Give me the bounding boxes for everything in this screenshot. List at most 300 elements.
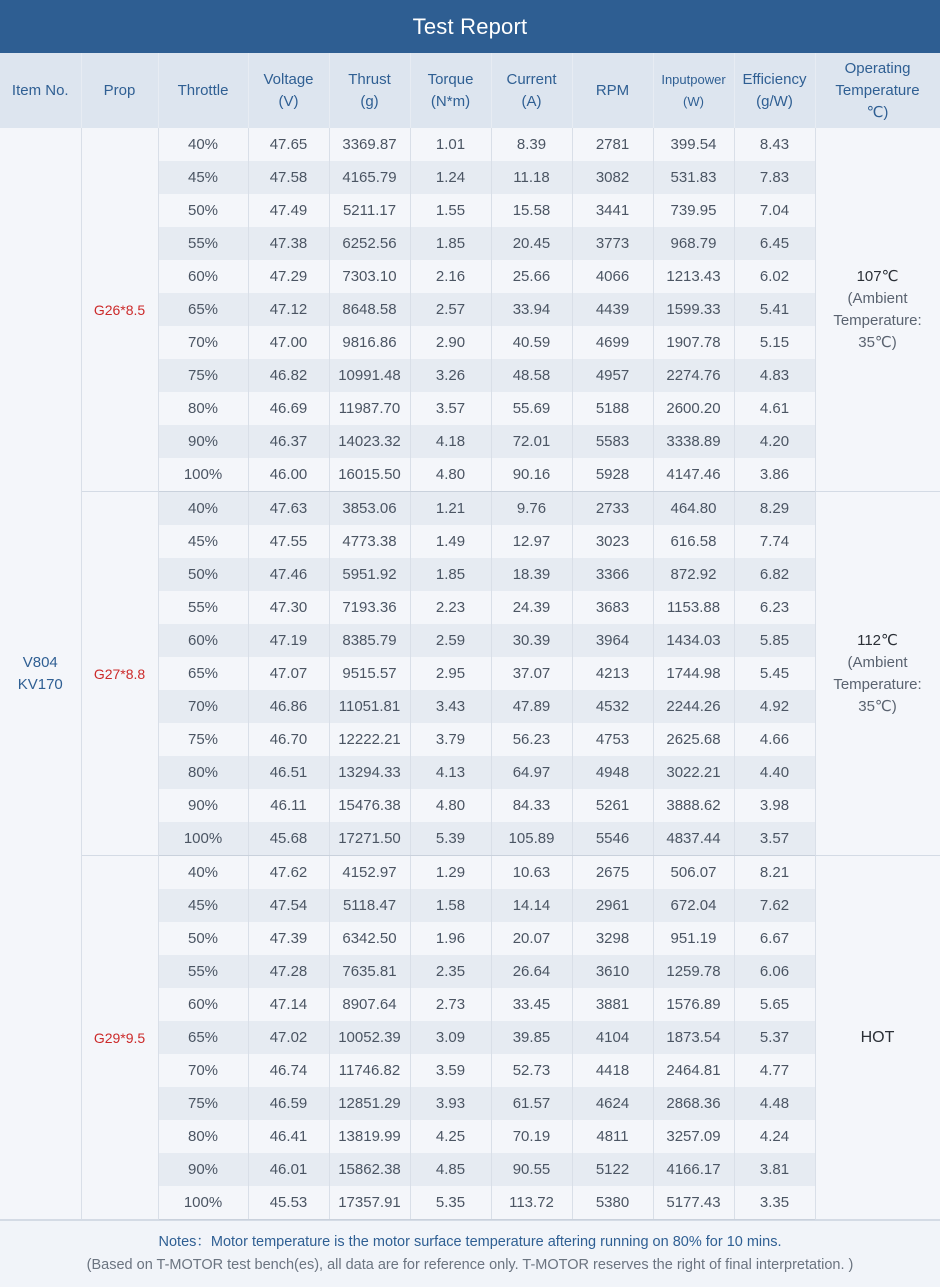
header-rpm [572,53,653,128]
throttle-cell: 45% [158,161,248,194]
current-cell: 72.01 [491,425,572,458]
voltage-cell: 46.74 [248,1054,329,1087]
voltage-cell: 47.00 [248,326,329,359]
header-rpm-line1: RPM [595,81,630,99]
thrust-cell: 8385.79 [329,624,410,657]
torque-cell: 1.96 [410,922,491,955]
voltage-cell: 47.58 [248,161,329,194]
inputpower-cell: 672.04 [653,889,734,922]
thrust-cell: 9816.86 [329,326,410,359]
notes-line-2: (Based on T-MOTOR test bench(es), all data are for reference only. T-MOTOR reserves the right of final interpretation. ) [86,1257,854,1273]
throttle-cell: 90% [158,1153,248,1186]
throttle-cell: 55% [158,227,248,260]
header-row [0,53,940,128]
throttle-cell: 80% [158,392,248,425]
torque-cell: 3.59 [410,1054,491,1087]
efficiency-cell: 5.37 [734,1021,815,1054]
header-item [0,53,81,128]
voltage-cell: 47.29 [248,260,329,293]
thrust-cell: 4165.79 [329,161,410,194]
efficiency-cell: 3.81 [734,1153,815,1186]
efficiency-cell: 4.20 [734,425,815,458]
operating-temperature-cell [815,128,940,492]
voltage-cell: 47.28 [248,955,329,988]
rpm-cell: 3298 [572,922,653,955]
table-body [0,128,940,1220]
current-cell: 10.63 [491,856,572,890]
thrust-cell: 3369.87 [329,128,410,161]
throttle-cell: 75% [158,723,248,756]
rpm-cell: 4699 [572,326,653,359]
torque-cell: 2.16 [410,260,491,293]
current-cell: 15.58 [491,194,572,227]
torque-cell: 3.57 [410,392,491,425]
header-voltage [248,53,329,128]
header-thrust-line1: Thrust [348,70,391,88]
header-prop-line1: Prop [103,81,136,99]
inputpower-cell: 1153.88 [653,591,734,624]
rpm-cell: 4811 [572,1120,653,1153]
torque-cell: 5.39 [410,822,491,856]
throttle-cell: 50% [158,558,248,591]
current-cell: 90.16 [491,458,572,492]
ambient-temperature-ambient2: Temperature: [833,675,922,693]
current-cell: 37.07 [491,657,572,690]
voltage-cell: 46.41 [248,1120,329,1153]
rpm-cell: 4418 [572,1054,653,1087]
efficiency-cell: 3.57 [734,822,815,856]
rpm-cell: 4439 [572,293,653,326]
header-efficiency [734,53,815,128]
header-inputpower-line2: (W) [683,93,704,109]
rpm-cell: 3441 [572,194,653,227]
voltage-cell: 47.38 [248,227,329,260]
inputpower-cell: 951.19 [653,922,734,955]
torque-cell: 1.01 [410,128,491,161]
inputpower-cell: 4147.46 [653,458,734,492]
rpm-cell: 4532 [572,690,653,723]
inputpower-cell: 5177.43 [653,1186,734,1220]
throttle-cell: 65% [158,1021,248,1054]
inputpower-cell: 2625.68 [653,723,734,756]
header-voltage-line2: (V) [278,92,299,110]
rpm-cell: 3610 [572,955,653,988]
header-torque-line1: Torque [427,70,474,88]
voltage-cell: 47.30 [248,591,329,624]
voltage-cell: 46.82 [248,359,329,392]
torque-cell: 2.90 [410,326,491,359]
torque-cell: 3.26 [410,359,491,392]
inputpower-cell: 1744.98 [653,657,734,690]
header-efficiency-line2: (g/W) [756,92,793,110]
throttle-cell: 90% [158,425,248,458]
header-temp-line1: Operating [844,59,911,77]
header-current-line1: Current [506,70,557,88]
rpm-cell: 5546 [572,822,653,856]
torque-cell: 3.09 [410,1021,491,1054]
current-cell: 55.69 [491,392,572,425]
inputpower-cell: 2274.76 [653,359,734,392]
efficiency-cell: 5.45 [734,657,815,690]
current-cell: 40.59 [491,326,572,359]
current-cell: 105.89 [491,822,572,856]
item-number-line2: KV170 [17,675,63,693]
torque-cell: 4.25 [410,1120,491,1153]
efficiency-cell: 4.92 [734,690,815,723]
temperature-value: HOT [860,1028,895,1046]
header-current [491,53,572,128]
rpm-cell: 4624 [572,1087,653,1120]
thrust-cell: 13294.33 [329,756,410,789]
thrust-cell: 5211.17 [329,194,410,227]
rpm-cell: 3023 [572,525,653,558]
header-throttle [158,53,248,128]
inputpower-cell: 464.80 [653,492,734,526]
thrust-cell: 7303.10 [329,260,410,293]
prop-cell: G29*9.5 [81,856,158,1220]
efficiency-cell: 8.21 [734,856,815,890]
throttle-cell: 45% [158,525,248,558]
operating-temperature-cell [815,492,940,856]
thrust-cell: 6342.50 [329,922,410,955]
header-prop [81,53,158,128]
throttle-cell: 80% [158,756,248,789]
rpm-cell: 4753 [572,723,653,756]
header-temp-line2: Temperature [835,81,920,99]
table-row [0,492,940,526]
voltage-cell: 47.07 [248,657,329,690]
throttle-cell: 75% [158,1087,248,1120]
torque-cell: 1.58 [410,889,491,922]
current-cell: 61.57 [491,1087,572,1120]
voltage-cell: 47.12 [248,293,329,326]
inputpower-cell: 2868.36 [653,1087,734,1120]
table-row [0,856,940,890]
efficiency-cell: 7.62 [734,889,815,922]
voltage-cell: 47.62 [248,856,329,890]
rpm-cell: 5122 [572,1153,653,1186]
inputpower-cell: 616.58 [653,525,734,558]
efficiency-cell: 4.83 [734,359,815,392]
thrust-cell: 16015.50 [329,458,410,492]
voltage-cell: 46.69 [248,392,329,425]
thrust-cell: 13819.99 [329,1120,410,1153]
torque-cell: 1.29 [410,856,491,890]
torque-cell: 5.35 [410,1186,491,1220]
torque-cell: 4.18 [410,425,491,458]
thrust-cell: 15476.38 [329,789,410,822]
current-cell: 39.85 [491,1021,572,1054]
efficiency-cell: 8.43 [734,128,815,161]
efficiency-cell: 4.61 [734,392,815,425]
inputpower-cell: 2464.81 [653,1054,734,1087]
voltage-cell: 47.55 [248,525,329,558]
voltage-cell: 46.70 [248,723,329,756]
voltage-cell: 46.59 [248,1087,329,1120]
torque-cell: 2.73 [410,988,491,1021]
efficiency-cell: 3.35 [734,1186,815,1220]
current-cell: 11.18 [491,161,572,194]
inputpower-cell: 1434.03 [653,624,734,657]
torque-cell: 1.49 [410,525,491,558]
current-cell: 47.89 [491,690,572,723]
ambient-temperature-ambient1: (Ambient [847,653,908,671]
rpm-cell: 3683 [572,591,653,624]
current-cell: 12.97 [491,525,572,558]
header-thrust [329,53,410,128]
voltage-cell: 47.39 [248,922,329,955]
voltage-cell: 45.68 [248,822,329,856]
efficiency-cell: 5.15 [734,326,815,359]
efficiency-cell: 5.85 [734,624,815,657]
rpm-cell: 5261 [572,789,653,822]
efficiency-cell: 7.74 [734,525,815,558]
efficiency-cell: 4.77 [734,1054,815,1087]
efficiency-cell: 6.45 [734,227,815,260]
prop-cell: G26*8.5 [81,128,158,492]
efficiency-cell: 7.83 [734,161,815,194]
torque-cell: 3.79 [410,723,491,756]
inputpower-cell: 1873.54 [653,1021,734,1054]
inputpower-cell: 3888.62 [653,789,734,822]
current-cell: 64.97 [491,756,572,789]
thrust-cell: 7193.36 [329,591,410,624]
current-cell: 18.39 [491,558,572,591]
torque-cell: 4.13 [410,756,491,789]
voltage-cell: 47.19 [248,624,329,657]
rpm-cell: 2675 [572,856,653,890]
thrust-cell: 3853.06 [329,492,410,526]
inputpower-cell: 1907.78 [653,326,734,359]
rpm-cell: 3366 [572,558,653,591]
inputpower-cell: 1259.78 [653,955,734,988]
throttle-cell: 65% [158,657,248,690]
current-cell: 26.64 [491,955,572,988]
current-cell: 56.23 [491,723,572,756]
efficiency-cell: 4.48 [734,1087,815,1120]
thrust-cell: 10052.39 [329,1021,410,1054]
thrust-cell: 14023.32 [329,425,410,458]
voltage-cell: 46.11 [248,789,329,822]
throttle-cell: 50% [158,922,248,955]
header-torque [410,53,491,128]
rpm-cell: 2781 [572,128,653,161]
torque-cell: 4.80 [410,458,491,492]
throttle-cell: 90% [158,789,248,822]
thrust-cell: 5118.47 [329,889,410,922]
torque-cell: 1.24 [410,161,491,194]
throttle-cell: 50% [158,194,248,227]
inputpower-cell: 2600.20 [653,392,734,425]
header-thrust-line2: (g) [360,92,379,110]
voltage-cell: 47.54 [248,889,329,922]
torque-cell: 4.80 [410,789,491,822]
throttle-cell: 65% [158,293,248,326]
current-cell: 25.66 [491,260,572,293]
current-cell: 20.07 [491,922,572,955]
thrust-cell: 15862.38 [329,1153,410,1186]
voltage-cell: 46.86 [248,690,329,723]
thrust-cell: 8907.64 [329,988,410,1021]
voltage-cell: 46.01 [248,1153,329,1186]
throttle-cell: 55% [158,955,248,988]
throttle-cell: 60% [158,988,248,1021]
header-torque-line2: (N*m) [430,92,471,110]
rpm-cell: 4948 [572,756,653,789]
table-header [0,53,940,128]
thrust-cell: 12222.21 [329,723,410,756]
efficiency-cell: 5.65 [734,988,815,1021]
thrust-cell: 4773.38 [329,525,410,558]
notes-line-1: Notes：Motor temperature is the motor surface temperature aftering running on 80% for 10 mins. [158,1234,782,1250]
header-current-line2: (A) [521,92,542,110]
rpm-cell: 5380 [572,1186,653,1220]
inputpower-cell: 3338.89 [653,425,734,458]
torque-cell: 1.55 [410,194,491,227]
inputpower-cell: 739.95 [653,194,734,227]
efficiency-cell: 4.24 [734,1120,815,1153]
inputpower-cell: 531.83 [653,161,734,194]
thrust-cell: 6252.56 [329,227,410,260]
ambient-temperature-ambient3: 35℃) [858,697,897,715]
throttle-cell: 70% [158,326,248,359]
efficiency-cell: 7.04 [734,194,815,227]
thrust-cell: 17271.50 [329,822,410,856]
voltage-cell: 47.49 [248,194,329,227]
torque-cell: 2.95 [410,657,491,690]
current-cell: 30.39 [491,624,572,657]
current-cell: 33.45 [491,988,572,1021]
inputpower-cell: 4166.17 [653,1153,734,1186]
inputpower-cell: 872.92 [653,558,734,591]
rpm-cell: 2733 [572,492,653,526]
torque-cell: 1.21 [410,492,491,526]
torque-cell: 4.85 [410,1153,491,1186]
thrust-cell: 9515.57 [329,657,410,690]
efficiency-cell: 3.86 [734,458,815,492]
rpm-cell: 5583 [572,425,653,458]
torque-cell: 2.35 [410,955,491,988]
torque-cell: 2.57 [410,293,491,326]
item-number-cell [0,128,81,1220]
voltage-cell: 46.37 [248,425,329,458]
header-temp [815,53,940,128]
voltage-cell: 47.65 [248,128,329,161]
current-cell: 8.39 [491,128,572,161]
thrust-cell: 11746.82 [329,1054,410,1087]
operating-temperature-cell [815,856,940,1220]
rpm-cell: 3964 [572,624,653,657]
inputpower-cell: 3257.09 [653,1120,734,1153]
throttle-cell: 55% [158,591,248,624]
rpm-cell: 4957 [572,359,653,392]
current-cell: 9.76 [491,492,572,526]
voltage-cell: 47.02 [248,1021,329,1054]
current-cell: 24.39 [491,591,572,624]
throttle-cell: 70% [158,690,248,723]
rpm-cell: 5928 [572,458,653,492]
inputpower-cell: 506.07 [653,856,734,890]
torque-cell: 3.43 [410,690,491,723]
test-report-table [0,53,940,1220]
throttle-cell: 40% [158,856,248,890]
current-cell: 90.55 [491,1153,572,1186]
inputpower-cell: 1213.43 [653,260,734,293]
current-cell: 14.14 [491,889,572,922]
voltage-cell: 47.14 [248,988,329,1021]
torque-cell: 2.23 [410,591,491,624]
prop-cell: G27*8.8 [81,492,158,856]
thrust-cell: 10991.48 [329,359,410,392]
thrust-cell: 7635.81 [329,955,410,988]
thrust-cell: 8648.58 [329,293,410,326]
temperature-value: 112℃ [857,631,898,649]
header-throttle-line1: Throttle [177,81,229,99]
report-title: Test Report [0,0,940,53]
voltage-cell: 45.53 [248,1186,329,1220]
voltage-cell: 46.51 [248,756,329,789]
table-row [0,128,940,161]
item-number-line1: V804 [22,653,58,671]
current-cell: 84.33 [491,789,572,822]
efficiency-cell: 8.29 [734,492,815,526]
header-temp-line3: ℃) [866,103,889,121]
thrust-cell: 4152.97 [329,856,410,890]
current-cell: 52.73 [491,1054,572,1087]
efficiency-cell: 6.02 [734,260,815,293]
thrust-cell: 17357.91 [329,1186,410,1220]
header-inputpower [653,53,734,128]
efficiency-cell: 4.66 [734,723,815,756]
rpm-cell: 3881 [572,988,653,1021]
torque-cell: 1.85 [410,227,491,260]
inputpower-cell: 968.79 [653,227,734,260]
voltage-cell: 47.63 [248,492,329,526]
efficiency-cell: 4.40 [734,756,815,789]
throttle-cell: 100% [158,458,248,492]
throttle-cell: 60% [158,624,248,657]
inputpower-cell: 4837.44 [653,822,734,856]
efficiency-cell: 6.06 [734,955,815,988]
header-inputpower-line1: Inputpower [661,71,726,87]
ambient-temperature-ambient1: (Ambient [847,289,908,307]
current-cell: 20.45 [491,227,572,260]
efficiency-cell: 6.23 [734,591,815,624]
rpm-cell: 4213 [572,657,653,690]
thrust-cell: 11051.81 [329,690,410,723]
torque-cell: 2.59 [410,624,491,657]
throttle-cell: 40% [158,492,248,526]
rpm-cell: 5188 [572,392,653,425]
current-cell: 70.19 [491,1120,572,1153]
torque-cell: 1.85 [410,558,491,591]
throttle-cell: 40% [158,128,248,161]
header-efficiency-line1: Efficiency [742,70,807,88]
efficiency-cell: 6.67 [734,922,815,955]
thrust-cell: 11987.70 [329,392,410,425]
header-item-line1: Item No. [11,81,69,99]
thrust-cell: 5951.92 [329,558,410,591]
inputpower-cell: 3022.21 [653,756,734,789]
throttle-cell: 100% [158,822,248,856]
header-voltage-line1: Voltage [263,70,314,88]
inputpower-cell: 2244.26 [653,690,734,723]
thrust-cell: 12851.29 [329,1087,410,1120]
inputpower-cell: 1576.89 [653,988,734,1021]
inputpower-cell: 399.54 [653,128,734,161]
rpm-cell: 4066 [572,260,653,293]
efficiency-cell: 6.82 [734,558,815,591]
